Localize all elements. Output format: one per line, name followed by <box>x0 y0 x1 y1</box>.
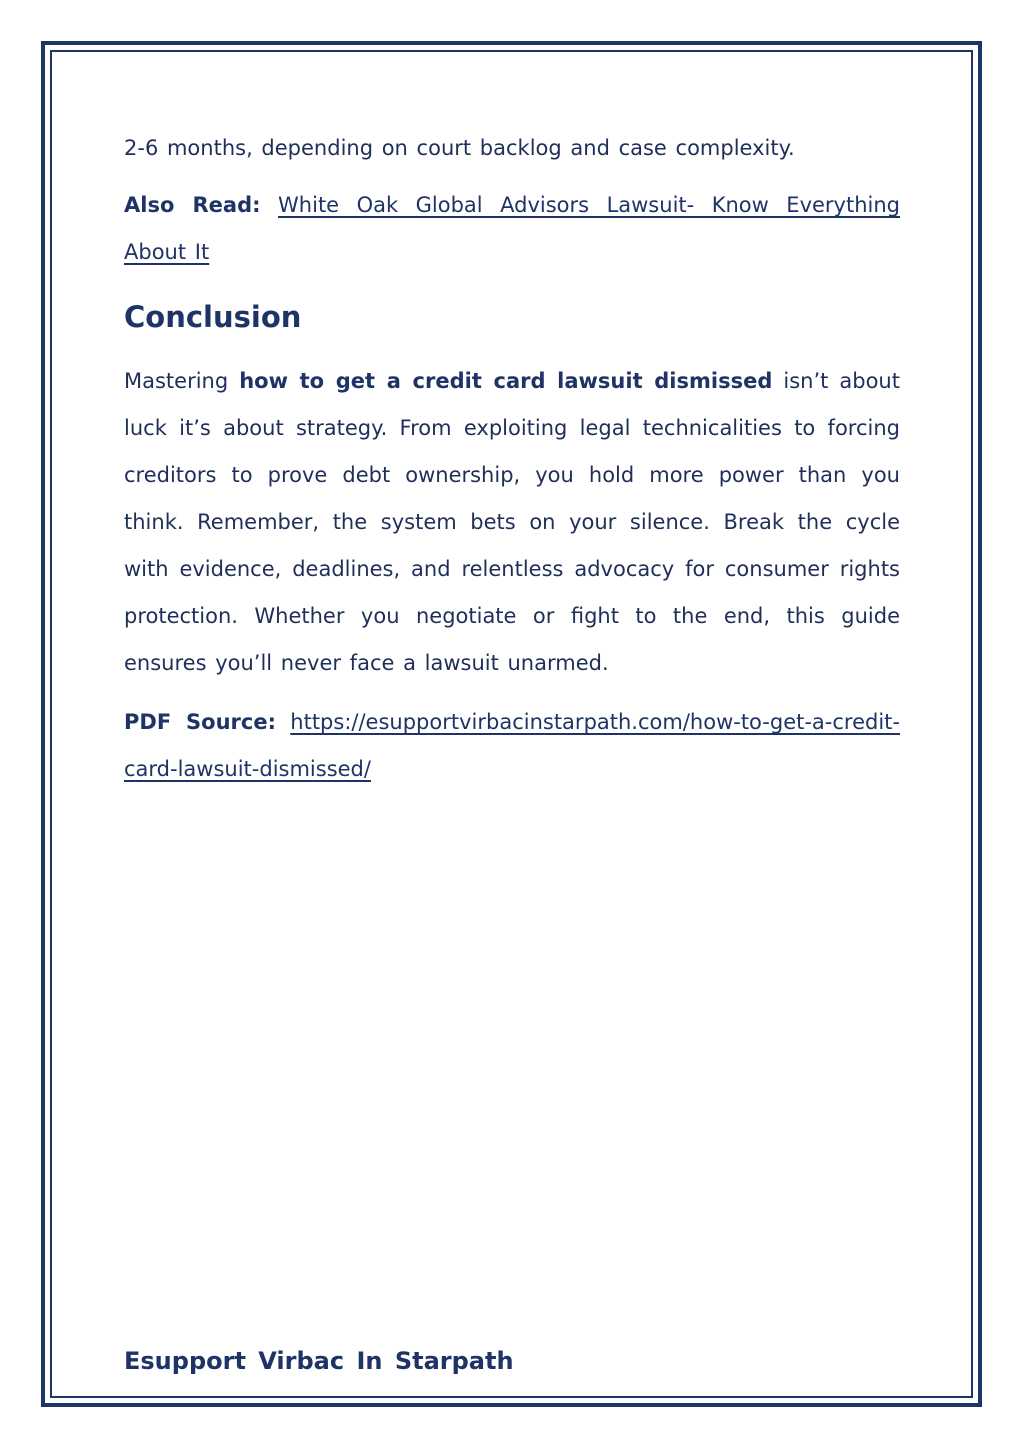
pdf-source-link[interactable]: https://esupportvirbacinstarpath.com/how-to-get-a-credit-card-lawsuit-dismissed/ <box>124 710 900 781</box>
pdf-source-label: PDF Source: <box>124 710 277 734</box>
conclusion-paragraph <box>124 358 900 687</box>
conclusion-bold-phrase: how to get a credit card lawsuit dismissed <box>239 369 773 393</box>
also-read-label: Also Read: <box>124 193 261 217</box>
footer-brand: Esupport Virbac In Starpath <box>124 1347 514 1375</box>
pdf-source-paragraph <box>124 699 900 793</box>
intro-paragraph: 2-6 months, depending on court backlog and case complexity. <box>124 136 795 160</box>
conclusion-heading: Conclusion <box>124 300 302 334</box>
document-body <box>124 125 900 793</box>
also-read-link[interactable]: White Oak Global Advisors Lawsuit- Know Everything About It <box>124 193 900 264</box>
conclusion-lead: Mastering <box>124 369 229 393</box>
also-read-paragraph <box>124 182 900 276</box>
conclusion-body-text: isn’t about luck it’s about strategy. From exploiting legal technicalities to forcing creditors to prove debt ownership, you hold more power than you think. Remember, the system bets on your silence. Break the cycle with evidence, deadlines, and relentless advocacy for consumer rights protection. Whether you negotiate or fight to the end, this guide ensures you’ll never face a lawsuit unarmed. <box>124 369 900 675</box>
